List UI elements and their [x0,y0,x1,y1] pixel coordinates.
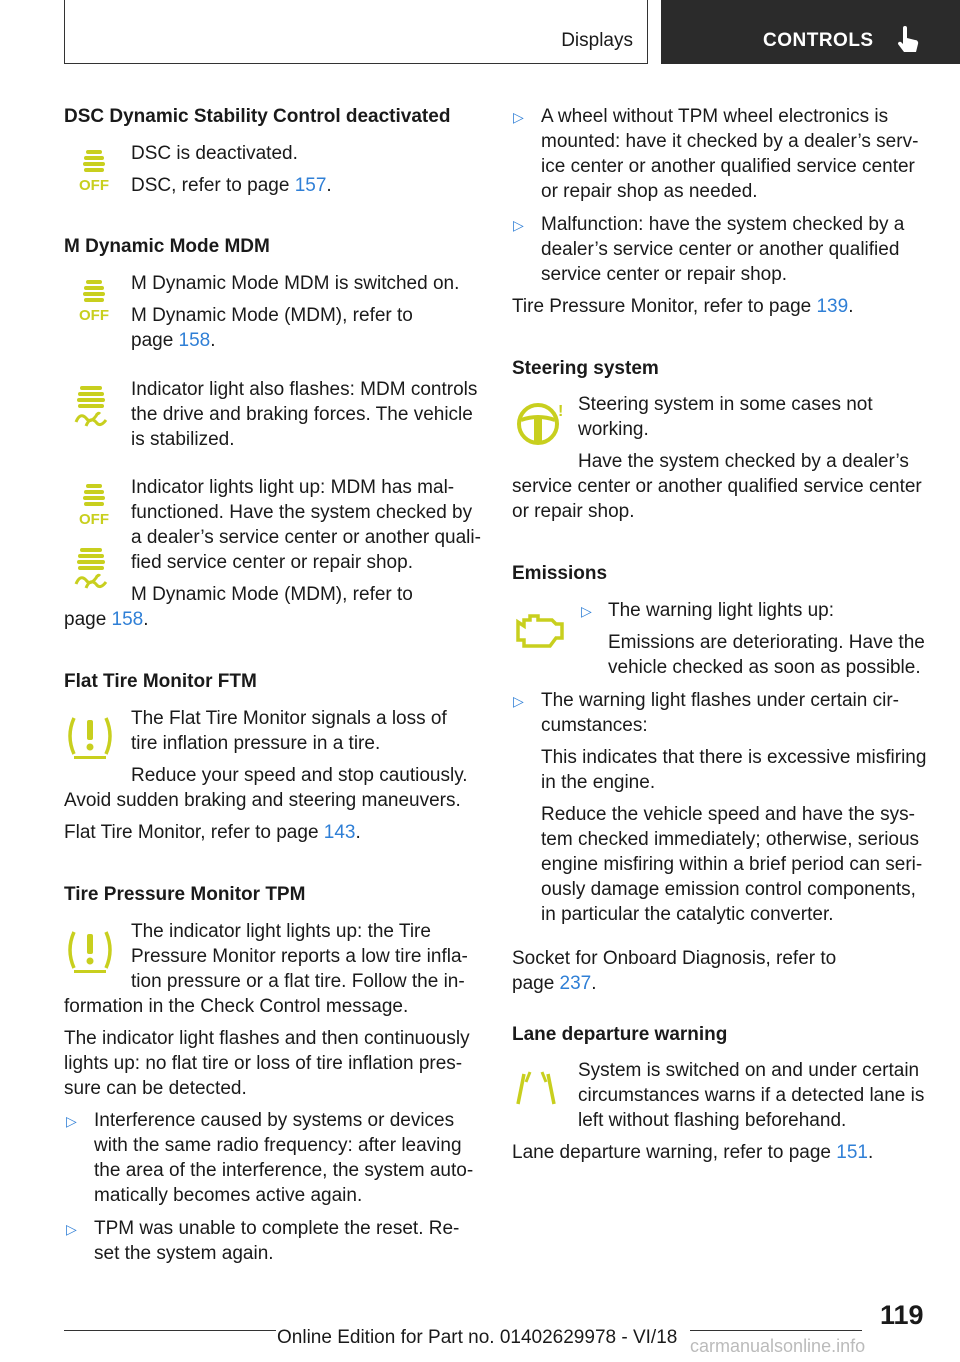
dsc-off-icon [74,278,114,326]
text: circumstances warns if a detected lane is [578,1085,925,1106]
page-link[interactable]: 139 [816,296,849,317]
heading-lane-departure: Lane departure warning [512,1024,728,1045]
text-with-link [512,294,853,319]
text: . [210,330,216,351]
text: System is switched on and under certain [578,1060,920,1081]
text: ously damage emission control components, [541,879,916,900]
text: page [131,330,179,351]
text: . [848,296,854,317]
text: . [867,1142,874,1163]
text: Tire Pressure Monitor, refer to page [512,296,817,317]
heading-tpm: Tire Pressure Monitor TPM [64,884,306,905]
text: . [355,822,361,843]
bullet-icon: ▷ [581,603,592,619]
list-item: cumstances: [541,715,648,736]
heading-mdm: M Dynamic Mode MDM [64,236,270,257]
dsc-off-icon [74,482,114,530]
text: is stabilized. [131,429,235,450]
text: Avoid sudden braking and steering maneuvers. [64,790,461,811]
text: tion pressure or a flat tire. Follow the in‐ [131,971,465,992]
text: page [512,973,560,994]
text-with-link [64,820,361,845]
text: Have the system checked by a dealer’s [578,451,909,472]
text: fied service center or repair shop. [131,552,413,573]
text: page [64,609,112,630]
text: Reduce the vehicle speed and have the sys‐ [541,804,915,825]
text: . [326,175,332,196]
text: Lane departure warning, refer to page [512,1142,837,1163]
bullet-icon: ▷ [513,217,524,233]
text: M Dynamic Mode MDM is switched on. [131,273,460,294]
hand-pointer-icon [895,26,921,54]
text: DSC, refer to page [131,175,295,196]
text: Steering system in some cases not [578,394,873,415]
text-with-link [64,607,149,632]
page-link[interactable]: 143 [323,822,356,843]
text: Indicator lights light up: MDM has mal‐ [131,477,455,498]
list-item: or repair shop as needed. [541,181,758,202]
text: This indicates that there is excessive misfiring [541,747,927,768]
text: The indicator light flashes and then continuously [64,1028,470,1049]
text: Emissions are deteriorating. Have the [608,632,925,653]
tire-warning-icon [66,712,114,760]
text: in particular the catalytic converter. [541,904,834,925]
text: vehicle checked as soon as possible. [608,657,921,678]
footer-divider [64,1330,276,1331]
list-item: dealer’s service center or another qualified [541,239,900,260]
list-item: Interference caused by systems or devices [94,1110,455,1131]
list-item: mounted: have it checked by a dealer’s serv‐ [541,131,919,152]
bullet-icon: ▷ [513,693,524,709]
list-item: Malfunction: have the system checked by a [541,214,905,235]
text: service center or another qualified service center [512,476,922,497]
text: M Dynamic Mode (MDM), refer to [131,305,413,326]
bullet-icon: ▷ [513,109,524,125]
page-link[interactable]: 237 [559,973,592,994]
text: . [143,609,149,630]
list-item: matically becomes active again. [94,1185,363,1206]
text: tem checked immediately; otherwise, serious [541,829,920,850]
dsc-off-icon [74,148,114,196]
text: Flat Tire Monitor, refer to page [64,822,324,843]
list-item: set the system again. [94,1243,274,1264]
page-link[interactable]: 151 [836,1142,868,1163]
text: The indicator light lights up: the Tire [131,921,431,942]
text: working. [578,419,649,440]
text: DSC is deactivated. [131,143,298,164]
text-with-link [131,173,332,198]
list-item: The warning light lights up: [608,600,835,621]
footer-divider [690,1330,862,1331]
text: or repair shop. [512,501,635,522]
text: engine misfiring within a brief period can seri‐ [541,854,923,875]
text: Pressure Monitor reports a low tire infla‐ [131,946,468,967]
header-section-box [64,0,648,64]
header-section-title: Displays [561,30,633,51]
text-with-link [512,1140,873,1165]
steering-icon [514,400,570,448]
list-item: A wheel without TPM wheel electronics is [541,106,889,127]
text: functioned. Have the system checked by [131,502,473,523]
text: a dealer’s service center or another quali‐ [131,527,481,548]
text: The Flat Tire Monitor signals a loss of [131,708,447,729]
text: left without flashing beforehand. [578,1110,847,1131]
text: Reduce your speed and stop cautiously. [131,765,468,786]
page-link[interactable]: 158 [111,609,144,630]
list-item: service center or repair shop. [541,264,788,285]
bullet-icon: ▷ [66,1221,77,1237]
text: tire inflation pressure in a tire. [131,733,381,754]
text: lights up: no flat tire or loss of tire inflation pres‐ [64,1053,463,1074]
page-link[interactable]: 157 [294,175,327,196]
lane-departure-icon [514,1068,564,1108]
text-with-link [512,971,597,996]
text: the drive and braking forces. The vehicle [131,404,473,425]
text: Socket for Onboard Diagnosis, refer to [512,948,837,969]
page-link[interactable]: 158 [178,330,211,351]
engine-icon [514,608,566,652]
text: in the engine. [541,772,656,793]
text: sure can be detected. [64,1078,247,1099]
heading-emissions: Emissions [512,563,608,584]
heading-dsc: DSC Dynamic Stability Control deactivated [64,106,451,127]
footer-edition: Online Edition for Part no. 01402629978 - VI/18 [277,1327,678,1348]
header-chapter-box [661,0,960,64]
text-with-link [131,328,216,353]
header-chapter-title: CONTROLS [763,30,874,51]
mdm-icon [70,384,114,432]
tire-warning-icon [66,926,114,974]
text: formation in the Check Control message. [64,996,409,1017]
list-item: TPM was unable to complete the reset. Re‐ [94,1218,460,1239]
heading-steering: Steering system [512,358,659,379]
text: M Dynamic Mode (MDM), refer to [131,584,413,605]
mdm-icon [70,546,114,594]
heading-ftm: Flat Tire Monitor FTM [64,671,257,692]
text: . [591,973,597,994]
page-number: 119 [880,1300,924,1330]
bullet-icon: ▷ [66,1113,77,1129]
text: Indicator light also flashes: MDM controls [131,379,478,400]
watermark: carmanualsonline.info [690,1336,866,1356]
list-item: with the same radio frequency: after leaving [94,1135,462,1156]
list-item: the area of the interference, the system auto‐ [94,1160,474,1181]
list-item: ice center or another qualified service center [541,156,915,177]
list-item: The warning light flashes under certain cir‐ [541,690,900,711]
